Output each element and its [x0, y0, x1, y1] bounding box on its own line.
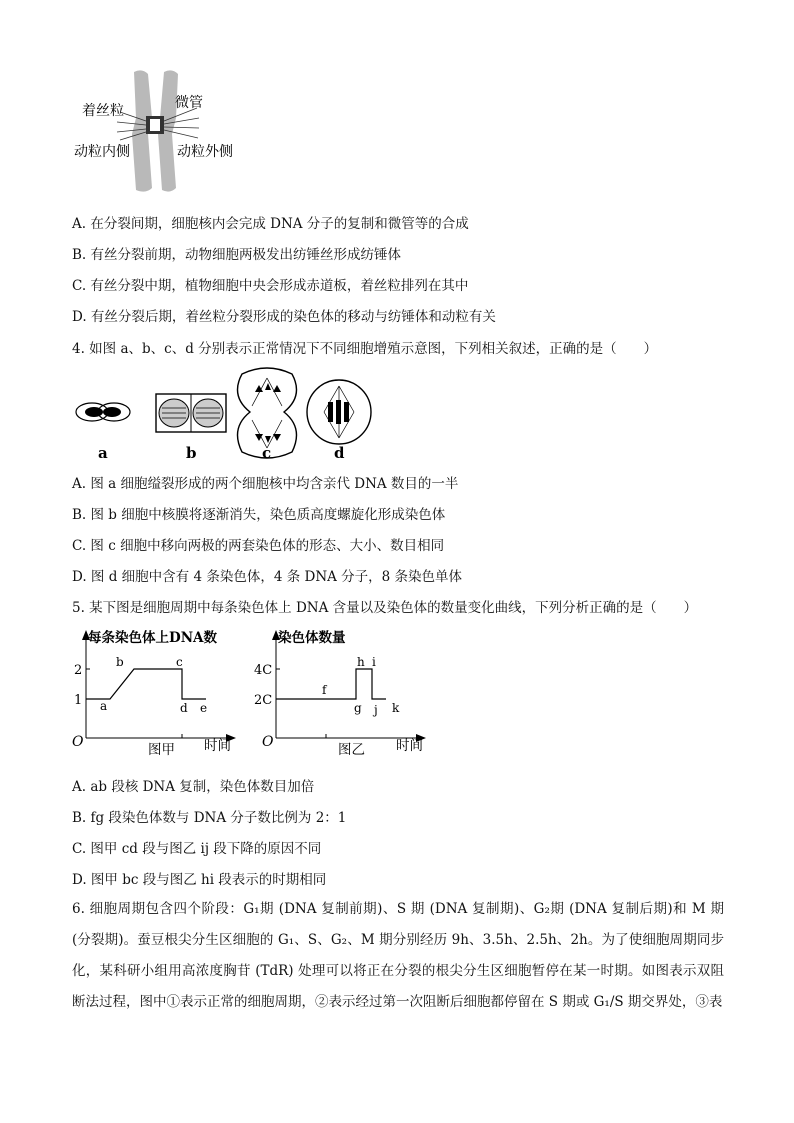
q5-stem: 5. 某下图是细胞周期中每条染色体上 DNA 含量以及染色体的数量变化曲线，下列分析正确的是（ ）	[72, 600, 698, 616]
chart-b-ytick-4c: 4C	[254, 663, 273, 678]
q4-option-d: D. 图 d 细胞中含有 4 条染色体，4 条 DNA 分子，8 条染色单体	[72, 569, 463, 585]
cell-division-figures	[72, 366, 382, 464]
cell-d	[307, 380, 371, 444]
q4-stem: 4. 如图 a、b、c、d 分别表示正常情况下不同细胞增殖示意图，下列相关叙述，正确的是（ ）	[72, 341, 658, 357]
label-centromere: 着丝粒	[82, 103, 124, 119]
q5-option-d: D. 图甲 bc 段与图乙 hi 段表示的时期相同	[72, 872, 327, 888]
chart-a-point-b: b	[116, 655, 124, 669]
chart-a	[70, 626, 250, 760]
chart-a-ylabel: 每条染色体上DNA数	[88, 630, 218, 646]
chart-b-ylabel: 染色体数量	[278, 630, 346, 646]
chart-b-origin: O	[262, 734, 274, 750]
chart-b-caption: 图乙	[338, 742, 365, 758]
chart-a-line	[86, 669, 206, 699]
chart-a-ytick-2: 2	[74, 663, 83, 678]
chart-b-point-g: g	[354, 701, 362, 715]
q4-option-b: B. 图 b 细胞中核膜将逐渐消失，染色质高度螺旋化形成染色体	[72, 507, 446, 523]
q5-option-a: A. ab 段核 DNA 复制，染色体数目加倍	[72, 779, 315, 795]
chart-b-point-k: k	[392, 701, 400, 715]
fig-label-c: c	[262, 444, 272, 462]
q3-option-d: D. 有丝分裂后期，着丝粒分裂形成的染色体的移动与纺锤体和动粒有关	[72, 309, 496, 325]
q4-option-a: A. 图 a 细胞缢裂形成的两个细胞核中均含亲代 DNA 数目的一半	[72, 476, 459, 492]
chart-b-point-f: f	[322, 683, 327, 697]
chart-a-point-c: c	[176, 655, 183, 669]
chart-a-origin: O	[72, 734, 84, 750]
chart-b-point-j: j	[374, 703, 378, 717]
q5-option-b: B. fg 段染色体数与 DNA 分子数比例为 2：1	[72, 810, 347, 826]
chart-a-point-a: a	[100, 699, 108, 713]
chart-b-line	[276, 669, 386, 699]
cell-a	[76, 403, 130, 421]
chart-b-point-h: h	[357, 655, 365, 669]
chart-a-point-d: d	[180, 701, 188, 715]
q4-option-c: C. 图 c 细胞中移向两极的两套染色体的形态、大小、数目相同	[72, 538, 445, 554]
chart-a-xlabel: 时间	[204, 738, 231, 754]
chart-b-xlabel: 时间	[396, 738, 423, 754]
chart-a-caption: 图甲	[148, 742, 175, 758]
chart-a-point-e: e	[200, 701, 208, 715]
chart-b-point-i: i	[372, 655, 376, 669]
label-kinetochore-outer: 动粒外侧	[177, 144, 233, 160]
fig-label-b: b	[186, 444, 197, 462]
q6-paragraph: 6. 细胞周期包含四个阶段：G₁期 (DNA 复制前期)、S 期 (DNA 复制期)、G₂期 (DNA 复制后期)和 M 期 (分裂期)。蚕豆根尖分生区细胞的 G₁、S、G₂、M 期分别经历 9h、3.5h、2.5h、2h。为了使细胞周期同步化，某科研小组用高浓度胸苷 (TdR) 处理可以将正在分裂的根尖分生区细胞暂停在某一时期。如图表示双阻断法过程，图中①表示正常的细胞周期，②表示经过第一次阻断后细胞都停留在 S 期或 G₁/S 期交界处，③表	[72, 901, 724, 1010]
chart-b-ytick-2c: 2C	[254, 693, 273, 708]
label-microtubule: 微管	[175, 95, 203, 111]
q5-option-c: C. 图甲 cd 段与图乙 ij 段下降的原因不同	[72, 841, 322, 857]
q3-option-a: A. 在分裂间期，细胞核内会完成 DNA 分子的复制和微管等的合成	[72, 216, 469, 232]
chart-a-ytick-1: 1	[74, 693, 83, 708]
q3-option-c: C. 有丝分裂中期，植物细胞中央会形成赤道板，着丝粒排列在其中	[72, 278, 469, 294]
label-kinetochore-inner: 动粒内侧	[74, 144, 130, 160]
chart-b	[252, 626, 442, 760]
chromosome-figure	[72, 68, 252, 196]
cell-b	[156, 394, 226, 432]
q3-option-b: B. 有丝分裂前期，动物细胞两极发出纺锤丝形成纺锤体	[72, 247, 402, 263]
fig-label-a: a	[98, 444, 108, 462]
fig-label-d: d	[334, 444, 345, 462]
